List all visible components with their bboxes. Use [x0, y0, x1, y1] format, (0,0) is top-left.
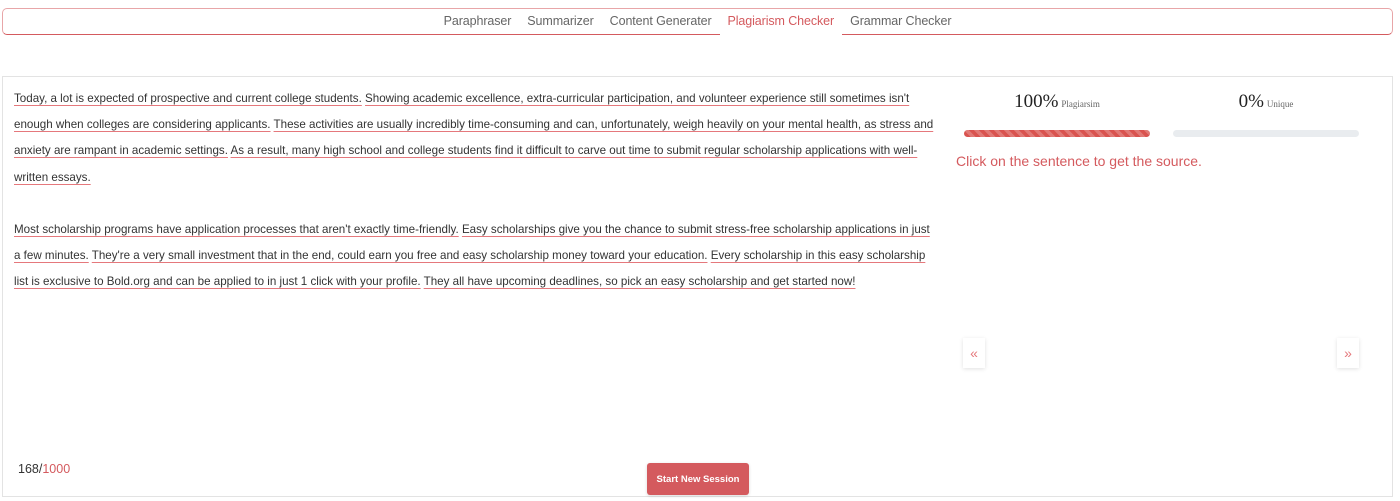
top-navigation [2, 8, 1393, 35]
counter-separator: / [38, 462, 43, 476]
plagiarism-label: Plagiarsim [1061, 99, 1100, 109]
tab-plagiarism-checker[interactable]: Plagiarism Checker [720, 8, 843, 34]
next-source-button[interactable] [1337, 338, 1359, 368]
word-count: 168 [18, 462, 39, 476]
checked-text [14, 86, 934, 321]
tab-grammar-checker[interactable]: Grammar Checker [850, 14, 952, 28]
paragraph-1 [14, 86, 934, 191]
checker-panel [2, 76, 1393, 497]
word-counter [18, 462, 70, 476]
sentence[interactable]: Showing academic excellence, extra-curricular participation, and volunteer experience still sometimes isn't enough when colleges are considering applicants. [14, 92, 910, 132]
tab-content-generator[interactable]: Content Generater [609, 14, 712, 28]
sentence[interactable]: Most scholarship programs have application processes that aren't exactly time-friendly. [14, 222, 459, 236]
start-new-session-button[interactable]: Start New Session [647, 463, 749, 495]
sentence[interactable]: Easy scholarships give you the chance to submit stress-free scholarship applications in just a few minutes. [14, 222, 930, 263]
plagiarism-progress-fill [964, 130, 1150, 137]
unique-stat [1173, 91, 1359, 113]
plagiarism-stat [964, 91, 1150, 113]
unique-label: Unique [1266, 99, 1294, 109]
double-chevron-left-icon: « [970, 345, 978, 361]
sentence[interactable]: Today, a lot is expected of prospective and current college students. [14, 92, 362, 105]
plagiarism-progress-bar [964, 130, 1150, 137]
sentence[interactable]: As a result, many high school and college students find it difficult to carve out time to submit regular scholarship applications with well-written essays. [14, 144, 918, 184]
unique-progress-bar [1173, 130, 1359, 137]
sentence[interactable]: They're a very small investment that in the end, could earn you free and easy scholarship money toward your education. [91, 249, 708, 263]
tab-summarizer[interactable]: Summarizer [527, 14, 594, 28]
sentence[interactable]: They all have upcoming deadlines, so pick an easy scholarship and get started now! [423, 275, 856, 289]
double-chevron-right-icon: » [1344, 345, 1352, 361]
plagiarism-percent: 100% [1014, 91, 1059, 112]
sentence[interactable]: These activities are usually incredibly time-consuming and can, unfortunately, weigh heavily on your mental health, as stress and anxiety are rampant in academic settings. [14, 118, 934, 158]
source-hint: Click on the sentence to get the source. [956, 153, 1202, 169]
tab-paraphraser[interactable]: Paraphraser [443, 14, 512, 28]
paragraph-2 [14, 217, 934, 296]
previous-source-button[interactable] [963, 338, 985, 368]
unique-percent: 0% [1238, 91, 1264, 112]
sentence[interactable]: Every scholarship in this easy scholarship list is exclusive to Bold.org and can be applied to in just 1 click with your profile. [14, 249, 926, 289]
word-limit: 1000 [42, 462, 71, 476]
